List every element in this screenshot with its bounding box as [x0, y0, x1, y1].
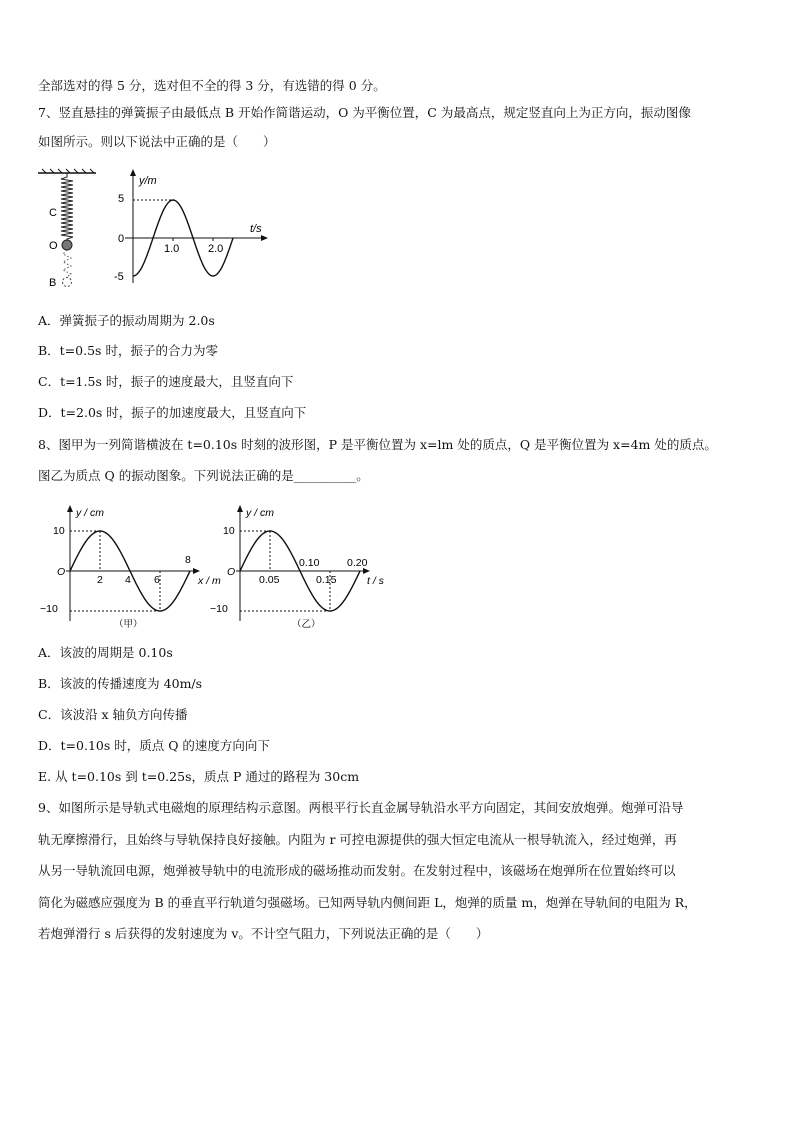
label-b: B [49, 277, 57, 289]
q9-stem-line-2: 轨无摩擦滑行，且始终与导轨保持良好接触。内阻为 r 可控电源提供的强大恒定电流从一根导轨流入，经过炮弹，再 [38, 832, 677, 847]
q7-option-a: A．弹簧振子的振动周期为 2.0s [38, 313, 215, 328]
q8a-ytick-10: 10 [53, 525, 65, 537]
oscillator-ball [62, 240, 72, 250]
intro-line: 全部选对的得 5 分，选对但不全的得 3 分，有选错的得 0 分。 [38, 78, 386, 93]
q8a-ytick-neg10: −10 [40, 603, 58, 615]
q7-xtick-1: 1.0 [164, 243, 180, 255]
q9-stem-line-1: 9、如图所示是导轨式电磁炮的原理结构示意图。两根平行长直金属导轨沿水平方向固定，其间安放炮弹。炮弹可沿导 [38, 800, 684, 815]
label-o: O [49, 240, 58, 252]
q8-stem-line-2: 图乙为质点 Q 的振动图象。下列说法正确的是__________。 [38, 468, 369, 483]
q8-option-e: E. 从 t=0.10s 到 t=0.25s，质点 P 通过的路程为 30cm [38, 769, 360, 784]
q8b-caption: （乙） [292, 619, 321, 630]
q7-option-d: D．t=2.0s 时，振子的加速度最大，且竖直向下 [38, 405, 307, 420]
q7-stem-line-1: 7、竖直悬挂的弹簧振子由最低点 B 开始作简谐运动，O 为平衡位置，C 为最高点，规定竖直向上为正方向，振动图像 [38, 105, 691, 120]
q9-stem-line-3: 从另一导轨流回电源，炮弹被导轨中的电流形成的磁场推动而发射。在发射过程中，该磁场在炮弹所在位置始终可以 [38, 863, 676, 878]
q8a-xtick-6: 6 [154, 574, 160, 586]
q7-option-c: C．t=1.5s 时，振子的速度最大，且竖直向下 [38, 374, 294, 389]
q8-stem-line-1: 8、图甲为一列简谐横波在 t=0.10s 时刻的波形图，P 是平衡位置为 x=lm 处的质点，Q 是平衡位置为 x=4m 处的质点。 [38, 437, 717, 452]
q8a-origin: O [57, 566, 66, 578]
q8b-ytick-neg10: −10 [210, 603, 228, 615]
q8-figure-a [40, 505, 221, 630]
q7-stem-line-2: 如图所示。则以下说法中正确的是（ ） [38, 134, 276, 149]
lowest-position-marker [63, 278, 72, 287]
q8-option-b: B．该波的传播速度为 40m/s [38, 676, 203, 691]
q8a-xlabel: x / m [198, 575, 221, 587]
q8a-caption: （甲） [114, 619, 143, 630]
q7-xlabel: t/s [250, 223, 262, 235]
q8a-xtick-2: 2 [97, 574, 103, 586]
q9-stem-line-4: 简化为磁感应强度为 B 的垂直平行轨道匀强磁场。已知两导轨内侧间距 L，炮弹的质量 m，炮弹在导轨间的电阻为 R， [38, 895, 697, 910]
q7-ytick-5: 5 [118, 193, 125, 205]
q8-option-d: D．t=0.10s 时，质点 Q 的速度方向向下 [38, 738, 270, 753]
q8b-xlabel: t / s [367, 575, 384, 587]
q8a-ylabel: y / cm [76, 507, 104, 519]
q7-graph [114, 169, 268, 283]
q8b-xtick-020: 0.20 [347, 557, 368, 569]
q8a-xtick-4: 4 [125, 574, 131, 586]
q7-option-b: B．t=0.5s 时，振子的合力为零 [38, 343, 218, 358]
q8b-origin: O [227, 566, 236, 578]
q8b-xtick-010: 0.10 [299, 557, 320, 569]
q8-figures [36, 503, 396, 633]
label-c: C [49, 207, 57, 219]
q7-ylabel: y/m [139, 175, 157, 187]
spring-coil [61, 173, 73, 241]
q8b-ytick-10: 10 [223, 525, 235, 537]
q7-ytick-neg5: -5 [114, 271, 124, 283]
q7-ytick-0: 0 [118, 233, 125, 245]
q8-option-a: A．该波的周期是 0.10s [38, 645, 173, 660]
q8a-xtick-8: 8 [185, 554, 191, 566]
q9-stem-line-5: 若炮弹滑行 s 后获得的发射速度为 v。不计空气阻力，下列说法正确的是（ ） [38, 926, 489, 941]
q8b-xtick-005: 0.05 [259, 574, 280, 586]
q8-option-c: C．该波沿 x 轴负方向传播 [38, 707, 188, 722]
spring-extension-dotted [63, 250, 71, 277]
ceiling-support [38, 169, 96, 173]
q8-figure-b [210, 505, 385, 630]
q7-figure [36, 168, 276, 298]
q8b-xtick-015: 0.15 [316, 574, 337, 586]
q8b-ylabel: y / cm [246, 507, 274, 519]
q7-xtick-2: 2.0 [208, 243, 224, 255]
